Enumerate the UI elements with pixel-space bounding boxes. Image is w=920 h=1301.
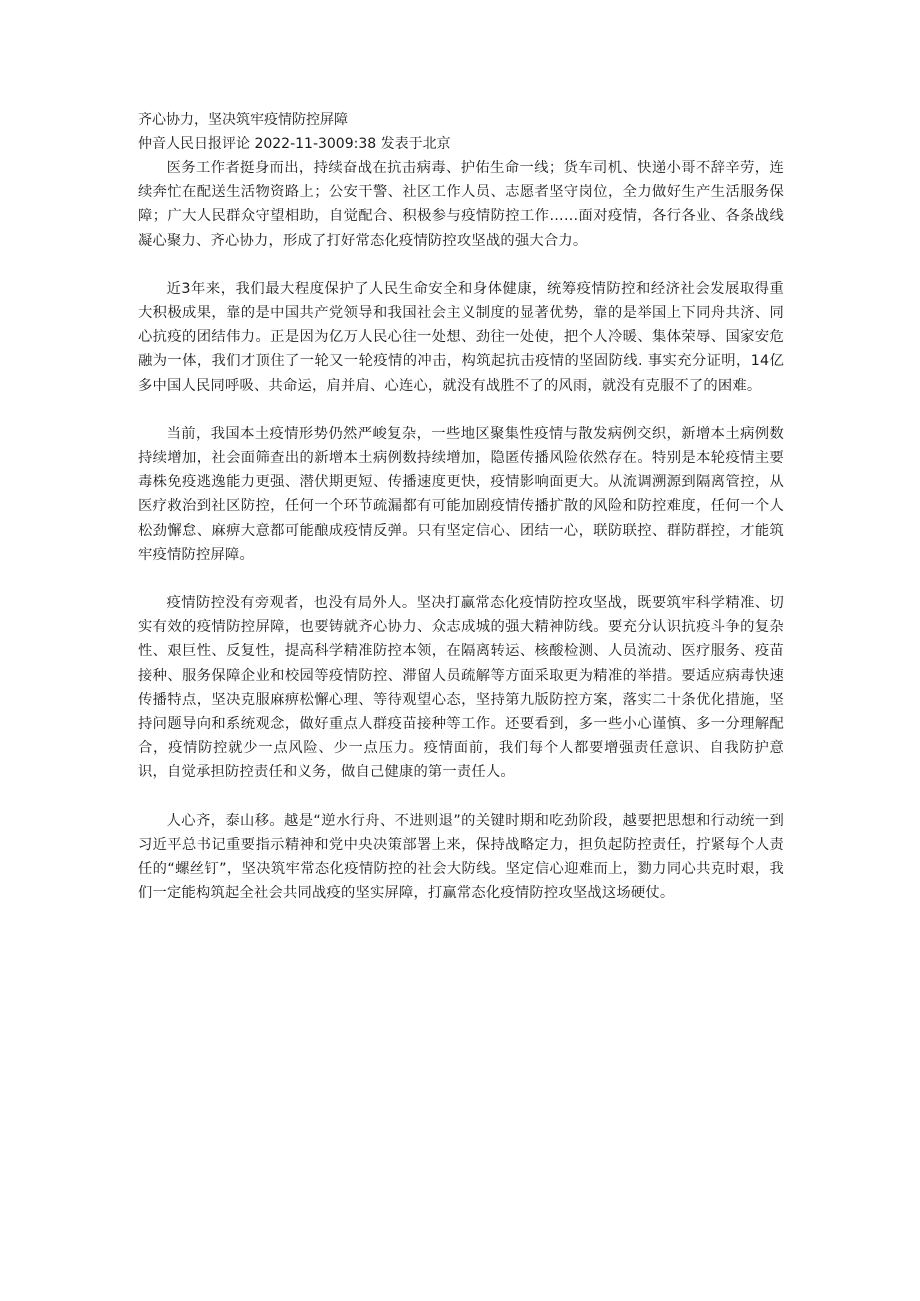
article-paragraph-5: 人心齐，泰山移。越是“逆水行舟、不进则退”的关键时期和吃劲阶段，越要把思想和行动统一到习近平总书记重要指示精神和党中央决策部署上来，保持战略定力，担负起防控责任，拧紧每个人责任的“螺丝钉”，坚决筑牢常态化疫情防控的社会大防线。坚定信心迎难而上，勠力同心共克时艰，我们一定能构筑起全社会共同战疫的坚实屏障，打赢常态化疫情防控攻坚战这场硬仗。	[138, 812, 784, 902]
article-paragraph-3: 当前，我国本土疫情形势仍然严峻复杂，一些地区聚集性疫情与散发病例交织，新增本土病例数持续增加，社会面筛查出的新增本土病例数持续增加，隐匿传播风险依然存在。特别是本轮疫情主要毒株免疫逃逸能力更强、潜伏期更短、传播速度更快，疫情影响面更大。从流调溯源到隔离管控，从医疗救治到社区防控，任何一个环节疏漏都有可能加剧疫情传播扩散的风险和防控难度，任何一个人松劲懈怠、麻痹大意都可能酿成疫情反弹。只有坚定信心、团结一心，联防联控、群防群控，才能筑牢疫情防控屏障。	[138, 425, 784, 563]
article-byline: 仲音人民日报评论 2022-11-3009:38 发表于北京	[138, 136, 451, 152]
article-paragraph-4: 疫情防控没有旁观者，也没有局外人。坚决打赢常态化疫情防控攻坚战，既要筑牢科学精准、切实有效的疫情防控屏障，也要铸就齐心协力、众志成城的强大精神防线。要充分认识抗疫斗争的复杂性、艰巨性、反复性，提高科学精准防控本领，在隔离转运、核酸检测、人员流动、医疗服务、疫苗接种、服务保障企业和校园等疫情防控、滞留人员疏解等方面采取更为精准的举措。要适应病毒快速传播特点，坚决克服麻痹松懈心理、等待观望心态，坚持第九版防控方案，落实二十条优化措施，坚持问题导向和系统观念，做好重点人群疫苗接种等工作。还要看到，多一些小心谨慎、多一分理解配合，疫情防控就少一点风险、少一点压力。疫情面前，我们每个人都要增强责任意识、自我防护意识，自觉承担防控责任和义务，做自己健康的第一责任人。	[138, 595, 784, 781]
document-page	[138, 108, 784, 929]
article-title: 齐心协力，坚决筑牢疫情防控屏障	[138, 112, 348, 128]
article-paragraph-1: 医务工作者挺身而出，持续奋战在抗击病毒、护佑生命一线；货车司机、快递小哥不辞辛劳，连续奔忙在配送生活物资路上；公安干警、社区工作人员、志愿者坚守岗位，全力做好生产生活服务保障；广大人民群众守望相助，自觉配合、积极参与疫情防控工作……面对疫情，各行各业、各条战线凝心聚力、齐心协力，形成了打好常态化疫情防控攻坚战的强大合力。	[138, 160, 784, 249]
article-paragraph-2: 近3年来，我们最大程度保护了人民生命安全和身体健康，统筹疫情防控和经济社会发展取得重大积极成果，靠的是中国共产党领导和我国社会主义制度的显著优势，靠的是举国上下同舟共济、同心抗疫的团结伟力。正是因为亿万人民心往一处想、劲往一处使，把个人冷暖、集体荣辱、国家安危融为一体，我们才顶住了一轮又一轮疫情的冲击，构筑起抗击疫情的坚固防线. 事实充分证明，14亿多中国人民同呼吸、共命运，肩并肩、心连心，就没有战胜不了的风雨，就没有克服不了的困难。	[138, 280, 784, 394]
